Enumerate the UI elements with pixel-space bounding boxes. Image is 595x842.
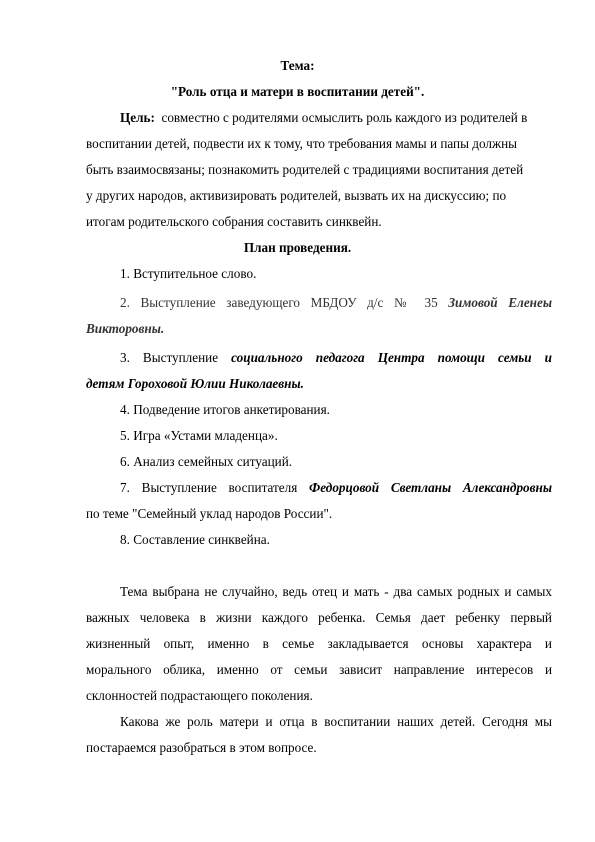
plan-item-8: 8. Составление синквейна. (120, 532, 270, 547)
paragraph-1-line-4: морального облика, именно от семьи зависит направление интересов и (86, 662, 552, 677)
topic-heading: Тема: (280, 58, 315, 73)
plan-item-7: 7. Выступление воспитателя Федорцовой Светланы Александровны (120, 480, 553, 495)
goal-line-2: воспитании детей, подвести их к тому, что требования мамы и папы должны (86, 136, 518, 151)
topic-title: "Роль отца и матери в воспитании детей". (170, 84, 425, 99)
paragraph-1-line-2: важных человека в жизни каждого ребенка. Семья дает ребенку первый (86, 610, 552, 625)
paragraph-2-line-1: Какова же роль матери и отца в воспитании наших детей. Сегодня мы (120, 714, 552, 729)
goal-line-5: итогам родительского собрания составить синквейн. (86, 214, 382, 229)
goal-line-1: Цель: совместно с родителями осмыслить роль каждого из родителей в (120, 110, 528, 125)
plan-item-1: 1. Вступительное слово. (120, 266, 257, 281)
plan-item-5: 5. Игра «Устами младенца». (120, 428, 278, 443)
plan-item-7-cont: по теме "Семейный уклад народов России". (86, 506, 333, 521)
plan-heading: План проведения. (243, 240, 352, 255)
paragraph-2-line-2: постараемся разобраться в этом вопросе. (86, 740, 317, 755)
plan-item-4: 4. Подведение итогов анкетирования. (120, 402, 330, 417)
goal-line-4: у других народов, активизировать родителей, вызвать их на дискуссию; по (86, 188, 507, 203)
plan-item-2: 2. Выступление заведующего МБДОУ д/с № 35 Зимовой Еленеы (120, 295, 553, 310)
plan-item-3-cont: детям Гороховой Юлии Николаевны. (86, 376, 304, 391)
paragraph-1-line-5: склонностей подрастающего поколения. (86, 688, 313, 703)
goal-label: Цель: (120, 110, 155, 125)
plan-item-3: 3. Выступление социального педагога Центра помощи семьи и (120, 350, 553, 365)
paragraph-1-line-3: жизненный опыт, именно в семье закладывается основы характера и (86, 636, 552, 651)
plan-item-2-cont: Викторовны. (86, 321, 165, 336)
paragraph-1-line-1: Тема выбрана не случайно, ведь отец и мать - два самых родных и самых (120, 584, 552, 599)
goal-line-3: быть взаимосвязаны; познакомить родителей с традициями воспитания детей (86, 162, 524, 177)
plan-item-6: 6. Анализ семейных ситуаций. (120, 454, 293, 469)
